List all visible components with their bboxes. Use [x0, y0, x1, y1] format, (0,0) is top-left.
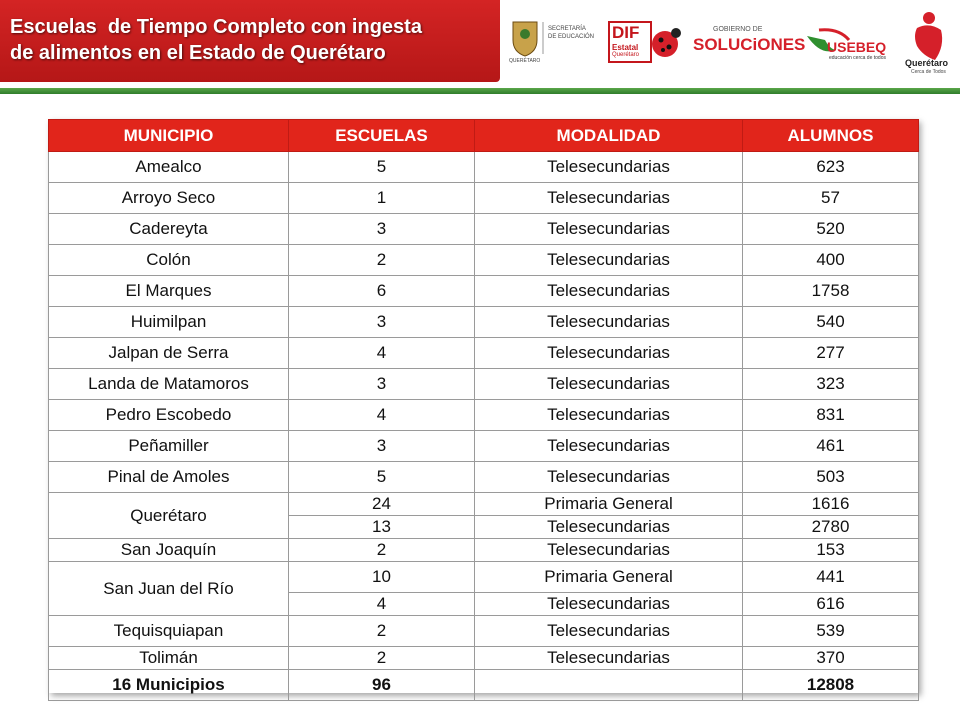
table-row [49, 338, 919, 369]
page-title [10, 14, 495, 66]
table-header-row [49, 120, 919, 152]
cell-alumnos: 461 [743, 431, 919, 462]
green-divider [0, 88, 960, 94]
table-row [49, 214, 919, 245]
cell-escuelas: 24 [289, 493, 475, 516]
cell-modalidad: Telesecundarias [475, 245, 743, 276]
cell-alumnos: 2780 [743, 516, 919, 539]
header-alumnos: ALUMNOS [743, 120, 919, 152]
cell-modalidad: Telesecundarias [475, 616, 743, 647]
cell-alumnos: 400 [743, 245, 919, 276]
table-row [49, 647, 919, 670]
table-row [49, 400, 919, 431]
cell-escuelas: 2 [289, 616, 475, 647]
cell-escuelas: 10 [289, 562, 475, 593]
cell-modalidad: Telesecundarias [475, 338, 743, 369]
cell-municipio: Querétaro [49, 493, 289, 539]
cell-modalidad: Telesecundarias [475, 214, 743, 245]
cell-alumnos: 153 [743, 539, 919, 562]
gobierno-line2: SOLUCiONES [693, 35, 806, 54]
cell-escuelas: 6 [289, 276, 475, 307]
queretaro-figure-icon [903, 8, 958, 63]
table-row [49, 245, 919, 276]
cell-escuelas: 3 [289, 369, 475, 400]
cell-modalidad: Primaria General [475, 493, 743, 516]
cell-alumnos: 57 [743, 183, 919, 214]
cell-alumnos: 520 [743, 214, 919, 245]
cell-modalidad: Telesecundarias [475, 276, 743, 307]
cell-escuelas: 13 [289, 516, 475, 539]
cell-escuelas: 3 [289, 214, 475, 245]
sec-educacion-line2: DE EDUCACIÓN [548, 34, 595, 40]
schools-table-container [48, 119, 918, 693]
cell-municipio: Peñamiller [49, 431, 289, 462]
table-row [49, 616, 919, 647]
cell-municipio: San Juan del Río [49, 562, 289, 616]
header-modalidad: MODALIDAD [475, 120, 743, 152]
table-row [49, 539, 919, 562]
cell-municipio: Tolimán [49, 647, 289, 670]
cell-municipio: El Marques [49, 276, 289, 307]
cell-alumnos: 441 [743, 562, 919, 593]
cell-modalidad: Telesecundarias [475, 431, 743, 462]
cell-municipio: Jalpan de Serra [49, 338, 289, 369]
usebeq-name: USEBEQ [827, 39, 887, 55]
title-banner [0, 0, 500, 82]
cell-municipio: San Joaquín [49, 539, 289, 562]
cell-alumnos: 831 [743, 400, 919, 431]
total-modalidad [475, 670, 743, 701]
dif-name: DIF [612, 23, 640, 42]
gobierno-soluciones-logo [693, 26, 806, 60]
cell-alumnos: 503 [743, 462, 919, 493]
cell-alumnos: 616 [743, 593, 919, 616]
cell-modalidad: Telesecundarias [475, 539, 743, 562]
cell-municipio: Landa de Matamoros [49, 369, 289, 400]
title-line-1: Escuelas de Tiempo Completo con ingesta [10, 16, 422, 38]
dif-line2: Querétaro [612, 52, 640, 58]
header-escuelas: ESCUELAS [289, 120, 475, 152]
table-row [49, 307, 919, 338]
table-row [49, 369, 919, 400]
cell-municipio: Cadereyta [49, 214, 289, 245]
sec-educacion-small: QUERÉTARO [509, 58, 541, 64]
cell-modalidad: Telesecundarias [475, 369, 743, 400]
cell-municipio: Huimilpan [49, 307, 289, 338]
table-total-row [49, 670, 919, 701]
cell-escuelas: 2 [289, 245, 475, 276]
cell-modalidad: Telesecundarias [475, 593, 743, 616]
cell-escuelas: 3 [289, 431, 475, 462]
cell-escuelas: 4 [289, 338, 475, 369]
queretaro-tagline: Cerca de Todos [911, 69, 946, 75]
cell-alumnos: 323 [743, 369, 919, 400]
cell-alumnos: 539 [743, 616, 919, 647]
cell-modalidad: Telesecundarias [475, 307, 743, 338]
total-alumnos: 12808 [743, 670, 919, 701]
sec-educacion-logo [507, 16, 595, 68]
cell-municipio: Pinal de Amoles [49, 462, 289, 493]
total-escuelas: 96 [289, 670, 475, 701]
cell-escuelas: 1 [289, 183, 475, 214]
table-row [49, 431, 919, 462]
table-row [49, 462, 919, 493]
cell-municipio: Pedro Escobedo [49, 400, 289, 431]
cell-municipio: Tequisquiapan [49, 616, 289, 647]
cell-municipio: Arroyo Seco [49, 183, 289, 214]
total-municipios: 16 Municipios [49, 670, 289, 701]
cell-escuelas: 2 [289, 647, 475, 670]
queretaro-logo [903, 8, 958, 80]
gobierno-line1: GOBIERNO DE [713, 26, 763, 33]
dif-line1: Estatal [612, 43, 639, 52]
cell-modalidad: Telesecundarias [475, 152, 743, 183]
cell-modalidad: Primaria General [475, 562, 743, 593]
cell-escuelas: 5 [289, 462, 475, 493]
cell-alumnos: 370 [743, 647, 919, 670]
table-row [49, 183, 919, 214]
table-row [49, 493, 919, 516]
cell-modalidad: Telesecundarias [475, 183, 743, 214]
cell-alumnos: 540 [743, 307, 919, 338]
cell-escuelas: 4 [289, 593, 475, 616]
cell-municipio: Amealco [49, 152, 289, 183]
dif-logo [608, 20, 683, 70]
sec-educacion-line1: SECRETARÍA [548, 26, 586, 32]
table-row [49, 152, 919, 183]
logo-strip [505, 0, 960, 84]
schools-table [48, 119, 919, 701]
cell-alumnos: 1758 [743, 276, 919, 307]
queretaro-name: Querétaro [905, 58, 949, 68]
table-row [49, 562, 919, 593]
table-row [49, 276, 919, 307]
title-line-2: de alimentos en el Estado de Querétaro [10, 42, 386, 64]
cell-escuelas: 2 [289, 539, 475, 562]
cell-alumnos: 1616 [743, 493, 919, 516]
cell-modalidad: Telesecundarias [475, 400, 743, 431]
cell-modalidad: Telesecundarias [475, 647, 743, 670]
cell-escuelas: 4 [289, 400, 475, 431]
cell-escuelas: 5 [289, 152, 475, 183]
cell-municipio: Colón [49, 245, 289, 276]
usebeq-tagline: educación cerca de todos [829, 55, 886, 61]
cell-alumnos: 623 [743, 152, 919, 183]
usebeq-logo [805, 22, 897, 66]
cell-alumnos: 277 [743, 338, 919, 369]
cell-modalidad: Telesecundarias [475, 462, 743, 493]
header-municipio: MUNICIPIO [49, 120, 289, 152]
cell-escuelas: 3 [289, 307, 475, 338]
cell-modalidad: Telesecundarias [475, 516, 743, 539]
